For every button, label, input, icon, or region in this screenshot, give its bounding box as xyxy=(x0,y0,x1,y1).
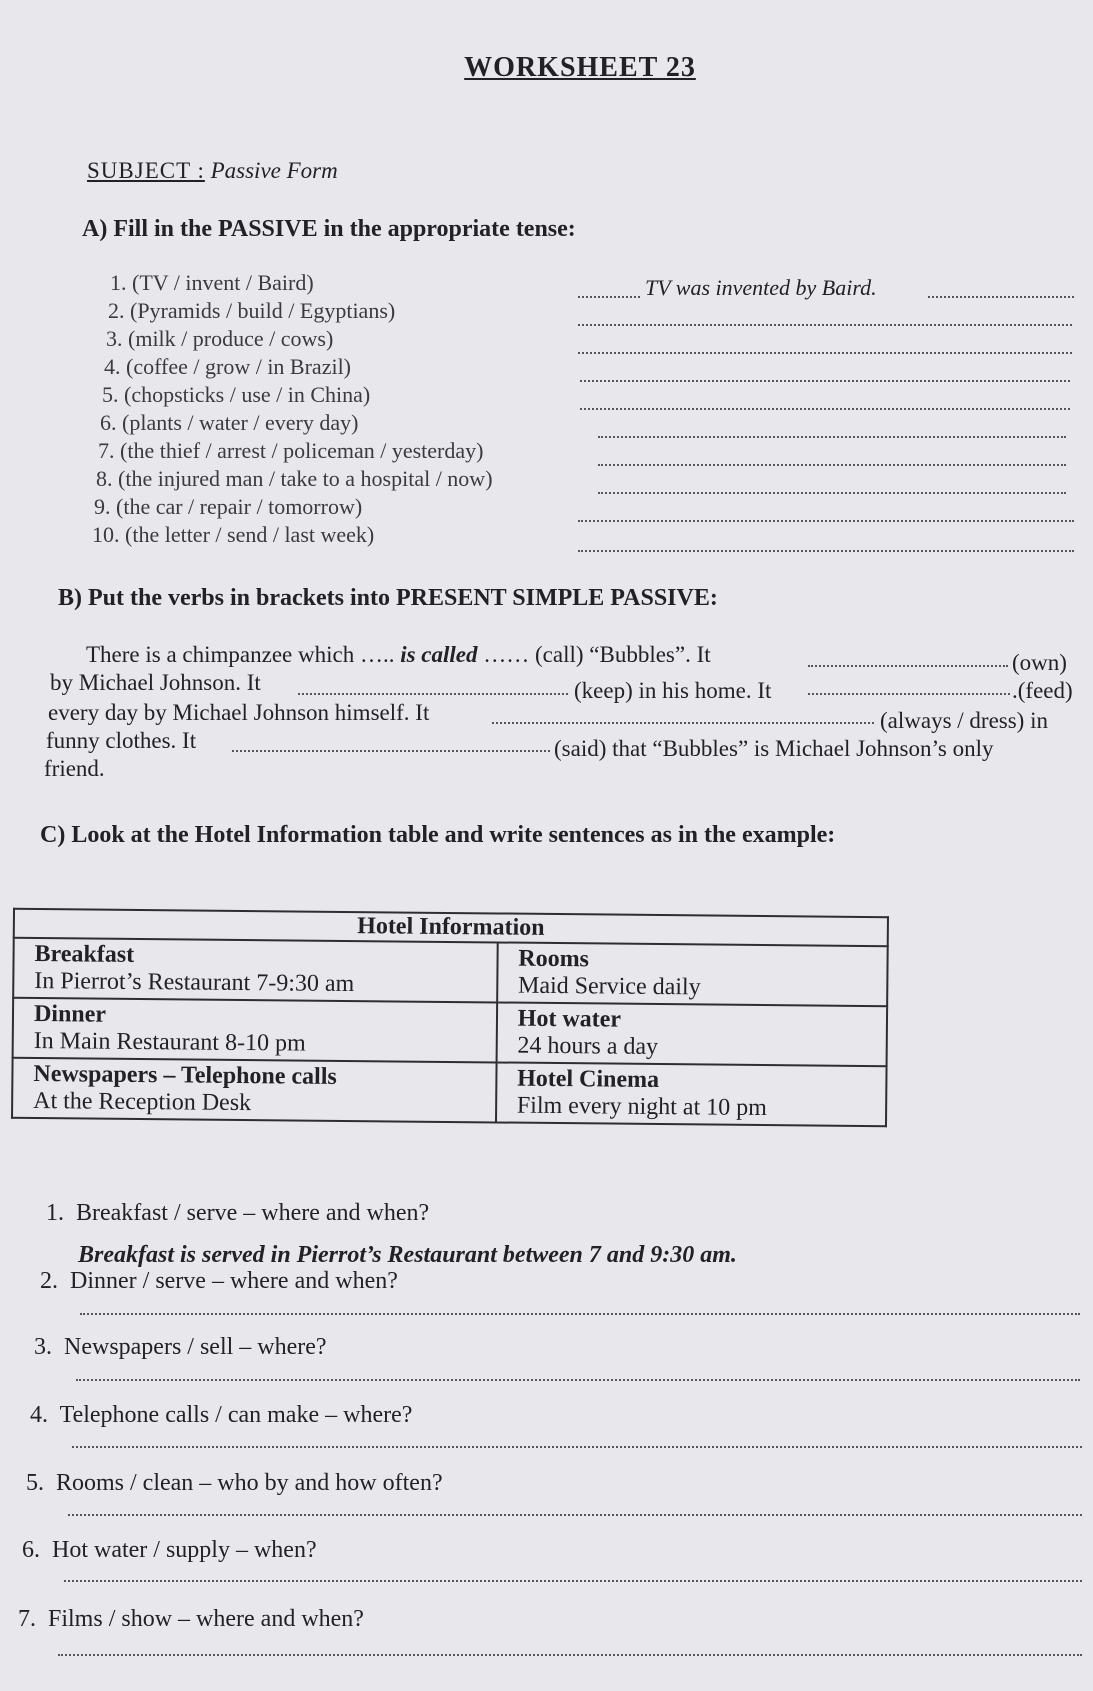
answer-line xyxy=(928,296,1074,298)
answer-line xyxy=(64,1580,1082,1582)
answer-line xyxy=(580,408,1070,410)
table-cell: Dinner In Main Restaurant 8-10 pm xyxy=(13,998,497,1063)
paragraph-line: every day by Michael Johnson himself. It xyxy=(48,700,430,725)
list-item: 4. Telephone calls / can make – where? xyxy=(30,1402,413,1428)
paragraph-line: (own) xyxy=(1012,650,1067,675)
answer-line xyxy=(598,492,1066,494)
answer-line xyxy=(808,693,1010,695)
list-item: 3. (milk / produce / cows) xyxy=(106,326,334,351)
list-item: 3. Newspapers / sell – where? xyxy=(34,1334,327,1360)
list-item: 2. Dinner / serve – where and when? xyxy=(40,1268,398,1294)
worksheet-title: WORKSHEET 23 xyxy=(464,52,696,83)
paragraph-line: There is a chimpanzee which ….. is called …… (call) “Bubbles”. It xyxy=(86,642,711,667)
paragraph-line: by Michael Johnson. It xyxy=(50,670,261,695)
answer-line xyxy=(76,1379,1080,1381)
table-title: Hotel Information xyxy=(14,909,888,946)
list-item: 5. (chopsticks / use / in China) xyxy=(102,382,371,407)
table-row xyxy=(12,1058,887,1126)
hotel-information-table xyxy=(11,908,889,1127)
table-cell: Rooms Maid Service daily xyxy=(497,942,888,1006)
example-answer: is called xyxy=(400,642,478,667)
answer-line xyxy=(68,1514,1082,1516)
section-c-heading: C) Look at the Hotel Information table and write sentences as in the example: xyxy=(40,822,836,848)
list-item: 8. (the injured man / take to a hospital / now) xyxy=(96,466,493,491)
table-cell: Newspapers – Telephone calls At the Reception Desk xyxy=(12,1058,496,1123)
answer-line xyxy=(578,550,1074,552)
table-cell: Breakfast In Pierrot’s Restaurant 7-9:30 am xyxy=(13,938,497,1003)
list-item: 2. (Pyramids / build / Egyptians) xyxy=(108,298,396,323)
paragraph-line: (said) that “Bubbles” is Michael Johnson’s only xyxy=(554,736,994,761)
list-item: 6. (plants / water / every day) xyxy=(100,410,359,435)
table-cell: Hot water 24 hours a day xyxy=(496,1002,887,1066)
subject-label: SUBJECT : xyxy=(87,158,205,183)
list-item: 7. Films / show – where and when? xyxy=(18,1606,364,1632)
list-item: 9. (the car / repair / tomorrow) xyxy=(94,494,363,519)
paragraph-line: (keep) in his home. It xyxy=(574,678,772,703)
list-item: 1. Breakfast / serve – where and when? xyxy=(46,1200,430,1226)
answer-line xyxy=(808,665,1008,667)
list-item: 5. Rooms / clean – who by and how often? xyxy=(26,1470,443,1496)
list-item: 6. Hot water / supply – when? xyxy=(22,1537,317,1563)
answer-line xyxy=(578,324,1072,326)
answer-line xyxy=(298,693,568,695)
example-answer: Breakfast is served in Pierrot’s Restaurant between 7 and 9:30 am. xyxy=(78,1242,737,1268)
list-item: 7. (the thief / arrest / policeman / yesterday) xyxy=(98,438,484,463)
example-answer: TV was invented by Baird. xyxy=(645,275,877,300)
answer-line xyxy=(80,1313,1080,1315)
answer-line xyxy=(72,1446,1082,1448)
section-a-heading: A) Fill in the PASSIVE in the appropriate tense: xyxy=(82,216,576,242)
answer-line xyxy=(598,436,1066,438)
answer-line xyxy=(578,296,640,298)
answer-line xyxy=(598,464,1066,466)
answer-line xyxy=(232,750,550,752)
answer-line xyxy=(578,520,1074,522)
table-row xyxy=(13,998,888,1066)
paragraph-line: (always / dress) in xyxy=(880,708,1048,733)
section-b-heading: B) Put the verbs in brackets into PRESENT SIMPLE PASSIVE: xyxy=(58,585,718,611)
paragraph-line: .(feed) xyxy=(1012,678,1073,703)
table-cell: Hotel Cinema Film every night at 10 pm xyxy=(496,1062,887,1126)
answer-line xyxy=(578,352,1072,354)
paragraph-line: friend. xyxy=(44,756,105,781)
answer-line xyxy=(492,722,874,724)
answer-line xyxy=(58,1654,1082,1656)
answer-line xyxy=(580,380,1070,382)
paragraph-line: funny clothes. It xyxy=(46,728,197,753)
subject-value: Passive Form xyxy=(210,158,338,183)
list-item: 1. (TV / invent / Baird) xyxy=(110,270,314,295)
table-row xyxy=(13,938,888,1006)
list-item: 4. (coffee / grow / in Brazil) xyxy=(104,354,352,379)
list-item: 10. (the letter / send / last week) xyxy=(92,522,375,547)
subject-line xyxy=(87,158,338,184)
